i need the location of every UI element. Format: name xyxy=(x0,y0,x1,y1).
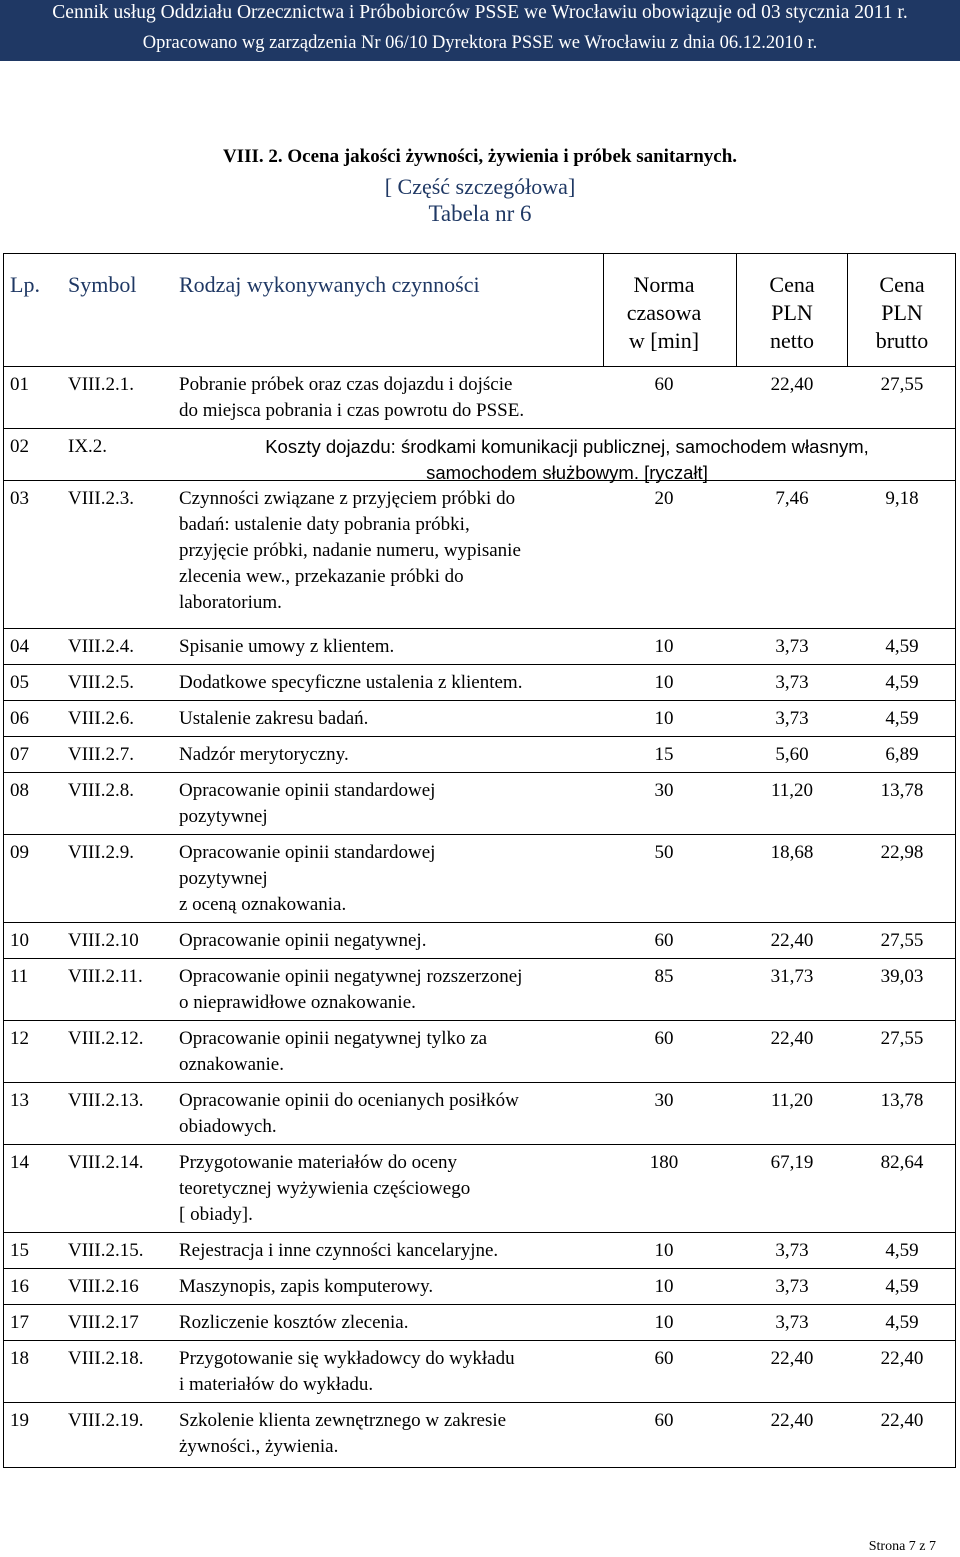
header-netto-line: netto xyxy=(770,328,814,353)
table-row xyxy=(4,773,955,835)
cell-lp: 02 xyxy=(10,436,29,457)
header-netto-line: PLN xyxy=(771,300,813,325)
cell-activity-line: badań: ustalenie daty pobrania próbki, xyxy=(179,514,470,535)
cell-lp: 07 xyxy=(10,744,29,765)
cell-netto: 31,73 xyxy=(770,966,814,987)
header-norm xyxy=(604,254,724,355)
header-symbol: Symbol xyxy=(68,272,137,297)
cell-lp: 19 xyxy=(10,1410,29,1431)
cell-netto: 7,46 xyxy=(775,488,809,509)
header-activity: Rodzaj wykonywanych czynności xyxy=(179,272,480,297)
cell-activity-line: Dodatkowe specyficzne ustalenia z klientem. xyxy=(179,672,523,693)
cell-activity xyxy=(179,773,599,830)
cell-activity-line: laboratorium. xyxy=(179,592,282,613)
cell-brutto: 4,59 xyxy=(885,636,919,657)
table-row xyxy=(4,429,955,481)
cell-activity-line: z oceną oznakowania. xyxy=(179,894,347,915)
cell-norm: 60 xyxy=(654,1348,674,1369)
header-divider xyxy=(736,254,737,367)
cell-brutto: 4,59 xyxy=(885,708,919,729)
cell-activity-line: o nieprawidłowe oznakowanie. xyxy=(179,992,416,1013)
header-norm-line: Norma xyxy=(633,272,695,297)
cell-norm: 60 xyxy=(654,1410,674,1431)
cell-activity-line: Ustalenie zakresu badań. xyxy=(179,708,369,729)
cell-symbol: VIII.2.1. xyxy=(68,374,134,395)
cell-lp: 18 xyxy=(10,1348,29,1369)
cell-activity-line: Rozliczenie kosztów zlecenia. xyxy=(179,1312,409,1333)
cell-brutto: 82,64 xyxy=(880,1152,924,1173)
cell-netto: 3,73 xyxy=(775,672,809,693)
cell-symbol: VIII.2.16 xyxy=(68,1276,139,1297)
table-row xyxy=(4,1083,955,1145)
cell-netto: 3,73 xyxy=(775,1240,809,1261)
cell-note-line: Koszty dojazdu: środkami komunikacji publicznej, samochodem własnym, xyxy=(265,436,869,457)
cell-activity-line: do miejsca pobrania i czas powrotu do PSSE. xyxy=(179,400,525,421)
cell-activity-line: obiadowych. xyxy=(179,1116,277,1137)
cell-activity-line: pozytywnej xyxy=(179,806,268,827)
cell-activity xyxy=(179,1403,599,1460)
cell-netto: 3,73 xyxy=(775,708,809,729)
cell-lp: 17 xyxy=(10,1312,29,1333)
cell-activity xyxy=(179,1341,599,1398)
table-header-row xyxy=(4,254,955,367)
cell-activity xyxy=(179,737,599,768)
cell-brutto: 22,40 xyxy=(880,1348,924,1369)
cell-note-line: samochodem służbowym. [ryczałt] xyxy=(426,462,708,483)
cell-symbol: VIII.2.8. xyxy=(68,780,134,801)
cell-brutto: 4,59 xyxy=(885,1240,919,1261)
cell-activity-line: Czynności związane z przyjęciem próbki do xyxy=(179,488,516,509)
cell-activity xyxy=(179,1145,599,1228)
cell-netto: 3,73 xyxy=(775,636,809,657)
cell-symbol: VIII.2.15. xyxy=(68,1240,144,1261)
header-brutto-line: brutto xyxy=(875,328,929,353)
cell-netto: 67,19 xyxy=(770,1152,814,1173)
cell-norm: 30 xyxy=(654,1090,674,1111)
cell-lp: 09 xyxy=(10,842,29,863)
table-row xyxy=(4,1305,955,1341)
cell-netto: 18,68 xyxy=(770,842,814,863)
header-norm-line: w [min] xyxy=(628,328,700,353)
cell-brutto: 9,18 xyxy=(885,488,919,509)
cell-symbol: VIII.2.11. xyxy=(68,966,143,987)
cell-norm: 60 xyxy=(654,930,674,951)
cell-norm: 10 xyxy=(654,708,674,729)
header-lp: Lp. xyxy=(10,272,40,297)
cell-activity xyxy=(179,1021,599,1078)
cell-activity xyxy=(179,1233,599,1264)
cell-brutto: 22,40 xyxy=(880,1410,924,1431)
cell-symbol: VIII.2.5. xyxy=(68,672,134,693)
cell-netto: 22,40 xyxy=(770,930,814,951)
cell-activity-line: Przygotowanie materiałów do oceny xyxy=(179,1152,458,1173)
cell-brutto: 6,89 xyxy=(885,744,919,765)
page-number: Strona 7 z 7 xyxy=(868,1539,936,1554)
header-brutto-line: PLN xyxy=(881,300,923,325)
cell-symbol: VIII.2.6. xyxy=(68,708,134,729)
table-caption: Tabela nr 6 xyxy=(428,201,532,226)
cell-brutto: 27,55 xyxy=(880,930,924,951)
cell-symbol: VIII.2.17 xyxy=(68,1312,139,1333)
cell-activity-line: przyjęcie próbki, nadanie numeru, wypisanie xyxy=(179,540,521,561)
table-row xyxy=(4,629,955,665)
table-row xyxy=(4,1233,955,1269)
banner-line-1: Cennik usług Oddziału Orzecznictwa i Próbobiorców PSSE we Wrocławiu obowiązuje od 03 stycznia 2011 r. xyxy=(52,2,908,23)
cell-brutto: 22,98 xyxy=(880,842,924,863)
cell-activity-line: zlecenia wew., przekazanie próbki do xyxy=(179,566,464,587)
cell-norm: 30 xyxy=(654,780,674,801)
table-row xyxy=(4,1021,955,1083)
price-table xyxy=(3,253,956,1468)
cell-activity-line: Opracowanie opinii negatywnej rozszerzonej xyxy=(179,966,523,987)
cell-norm: 50 xyxy=(654,842,674,863)
header-norm-line: czasowa xyxy=(626,300,702,325)
cell-lp: 16 xyxy=(10,1276,29,1297)
cell-symbol: VIII.2.18. xyxy=(68,1348,144,1369)
cell-activity-line: Opracowanie opinii standardowej xyxy=(179,780,436,801)
section-title: VIII. 2. Ocena jakości żywności, żywienia i próbek sanitarnych. xyxy=(222,146,738,167)
cell-activity-line: [ obiady]. xyxy=(179,1204,253,1225)
table-row xyxy=(4,835,955,923)
cell-brutto: 27,55 xyxy=(880,374,924,395)
header-divider xyxy=(847,254,848,367)
cell-lp: 13 xyxy=(10,1090,29,1111)
cell-netto: 11,20 xyxy=(770,1090,814,1111)
cell-activity-line: teoretycznej wyżywienia częściowego xyxy=(179,1178,471,1199)
cell-symbol: VIII.2.10 xyxy=(68,930,139,951)
cell-norm: 10 xyxy=(654,636,674,657)
cell-netto: 22,40 xyxy=(770,1348,814,1369)
cell-symbol: VIII.2.14. xyxy=(68,1152,144,1173)
cell-norm: 60 xyxy=(654,1028,674,1049)
cell-activity-line: pozytywnej xyxy=(179,868,268,889)
cell-norm: 10 xyxy=(654,1312,674,1333)
cell-lp: 03 xyxy=(10,488,29,509)
cell-activity-line: Spisanie umowy z klientem. xyxy=(179,636,395,657)
cell-activity xyxy=(179,1305,599,1336)
cell-netto: 22,40 xyxy=(770,1410,814,1431)
cell-activity xyxy=(179,367,599,424)
cell-netto: 3,73 xyxy=(775,1312,809,1333)
header-netto xyxy=(739,254,845,355)
cell-lp: 05 xyxy=(10,672,29,693)
cell-netto: 3,73 xyxy=(775,1276,809,1297)
table-row xyxy=(4,737,955,773)
cell-activity-line: oznakowanie. xyxy=(179,1054,284,1075)
cell-activity xyxy=(179,835,599,918)
cell-activity-line: Rejestracja i inne czynności kancelaryjne. xyxy=(179,1240,499,1261)
cell-lp: 15 xyxy=(10,1240,29,1261)
cell-norm: 10 xyxy=(654,672,674,693)
cell-brutto: 27,55 xyxy=(880,1028,924,1049)
cell-brutto: 13,78 xyxy=(880,780,924,801)
cell-activity xyxy=(179,481,599,616)
cell-symbol: VIII.2.4. xyxy=(68,636,134,657)
cell-netto: 22,40 xyxy=(770,374,814,395)
cell-norm: 10 xyxy=(654,1240,674,1261)
cell-symbol: VIII.2.13. xyxy=(68,1090,144,1111)
cell-activity-line: Pobranie próbek oraz czas dojazdu i dojście xyxy=(179,374,513,395)
cell-lp: 01 xyxy=(10,374,29,395)
table-row xyxy=(4,1341,955,1403)
table-row xyxy=(4,1145,955,1233)
cell-activity-line: Przygotowanie się wykładowcy do wykładu xyxy=(179,1348,515,1369)
cell-lp: 08 xyxy=(10,780,29,801)
cell-norm: 20 xyxy=(654,488,674,509)
header-netto-line: Cena xyxy=(769,272,815,297)
table-row xyxy=(4,367,955,429)
cell-norm: 10 xyxy=(654,1276,674,1297)
header-brutto-line: Cena xyxy=(879,272,925,297)
cell-travel-cost-note xyxy=(179,429,955,486)
cell-activity-line: Opracowanie opinii do ocenianych posiłków xyxy=(179,1090,519,1111)
cell-norm: 180 xyxy=(649,1152,679,1173)
cell-activity xyxy=(179,701,599,732)
table-row xyxy=(4,959,955,1021)
cell-lp: 10 xyxy=(10,930,29,951)
cell-activity-line: Opracowanie opinii standardowej xyxy=(179,842,436,863)
cell-activity-line: Szkolenie klienta zewnętrznego w zakresie xyxy=(179,1410,507,1431)
cell-activity xyxy=(179,1083,599,1140)
table-row xyxy=(4,481,955,629)
header-divider xyxy=(603,254,604,367)
cell-norm: 85 xyxy=(654,966,674,987)
table-row xyxy=(4,701,955,737)
cell-symbol: VIII.2.12. xyxy=(68,1028,144,1049)
top-banner xyxy=(0,0,960,61)
cell-lp: 04 xyxy=(10,636,29,657)
cell-norm: 15 xyxy=(654,744,674,765)
cell-activity-line: żywności., żywienia. xyxy=(179,1436,339,1457)
cell-activity xyxy=(179,959,599,1016)
cell-norm: 60 xyxy=(654,374,674,395)
cell-netto: 22,40 xyxy=(770,1028,814,1049)
cell-lp: 06 xyxy=(10,708,29,729)
table-row xyxy=(4,665,955,701)
cell-activity xyxy=(179,665,599,696)
table-row xyxy=(4,1269,955,1305)
banner-line-2: Opracowano wg zarządzenia Nr 06/10 Dyrektora PSSE we Wrocławiu z dnia 06.12.2010 r. xyxy=(142,33,818,53)
section-subtitle: [ Część szczegółowa] xyxy=(384,174,576,199)
cell-activity-line: i materiałów do wykładu. xyxy=(179,1374,374,1395)
header-brutto xyxy=(849,254,955,355)
cell-symbol: IX.2. xyxy=(68,436,108,457)
cell-netto: 11,20 xyxy=(770,780,814,801)
cell-netto: 5,60 xyxy=(775,744,809,765)
cell-symbol: VIII.2.7. xyxy=(68,744,134,765)
cell-activity-line: Opracowanie opinii negatywnej. xyxy=(179,930,427,951)
cell-activity-line: Opracowanie opinii negatywnej tylko za xyxy=(179,1028,488,1049)
cell-activity xyxy=(179,1269,599,1300)
cell-brutto: 4,59 xyxy=(885,1312,919,1333)
cell-lp: 11 xyxy=(10,966,29,987)
table-row xyxy=(4,923,955,959)
cell-lp: 14 xyxy=(10,1152,29,1173)
cell-symbol: VIII.2.9. xyxy=(68,842,134,863)
cell-activity xyxy=(179,923,599,954)
cell-activity-line: Nadzór merytoryczny. xyxy=(179,744,349,765)
cell-brutto: 4,59 xyxy=(885,1276,919,1297)
cell-activity-line: Maszynopis, zapis komputerowy. xyxy=(179,1276,434,1297)
cell-activity xyxy=(179,629,599,660)
cell-symbol: VIII.2.3. xyxy=(68,488,134,509)
cell-symbol: VIII.2.19. xyxy=(68,1410,144,1431)
cell-brutto: 4,59 xyxy=(885,672,919,693)
cell-brutto: 13,78 xyxy=(880,1090,924,1111)
cell-brutto: 39,03 xyxy=(880,966,924,987)
cell-lp: 12 xyxy=(10,1028,29,1049)
table-row xyxy=(4,1403,955,1461)
